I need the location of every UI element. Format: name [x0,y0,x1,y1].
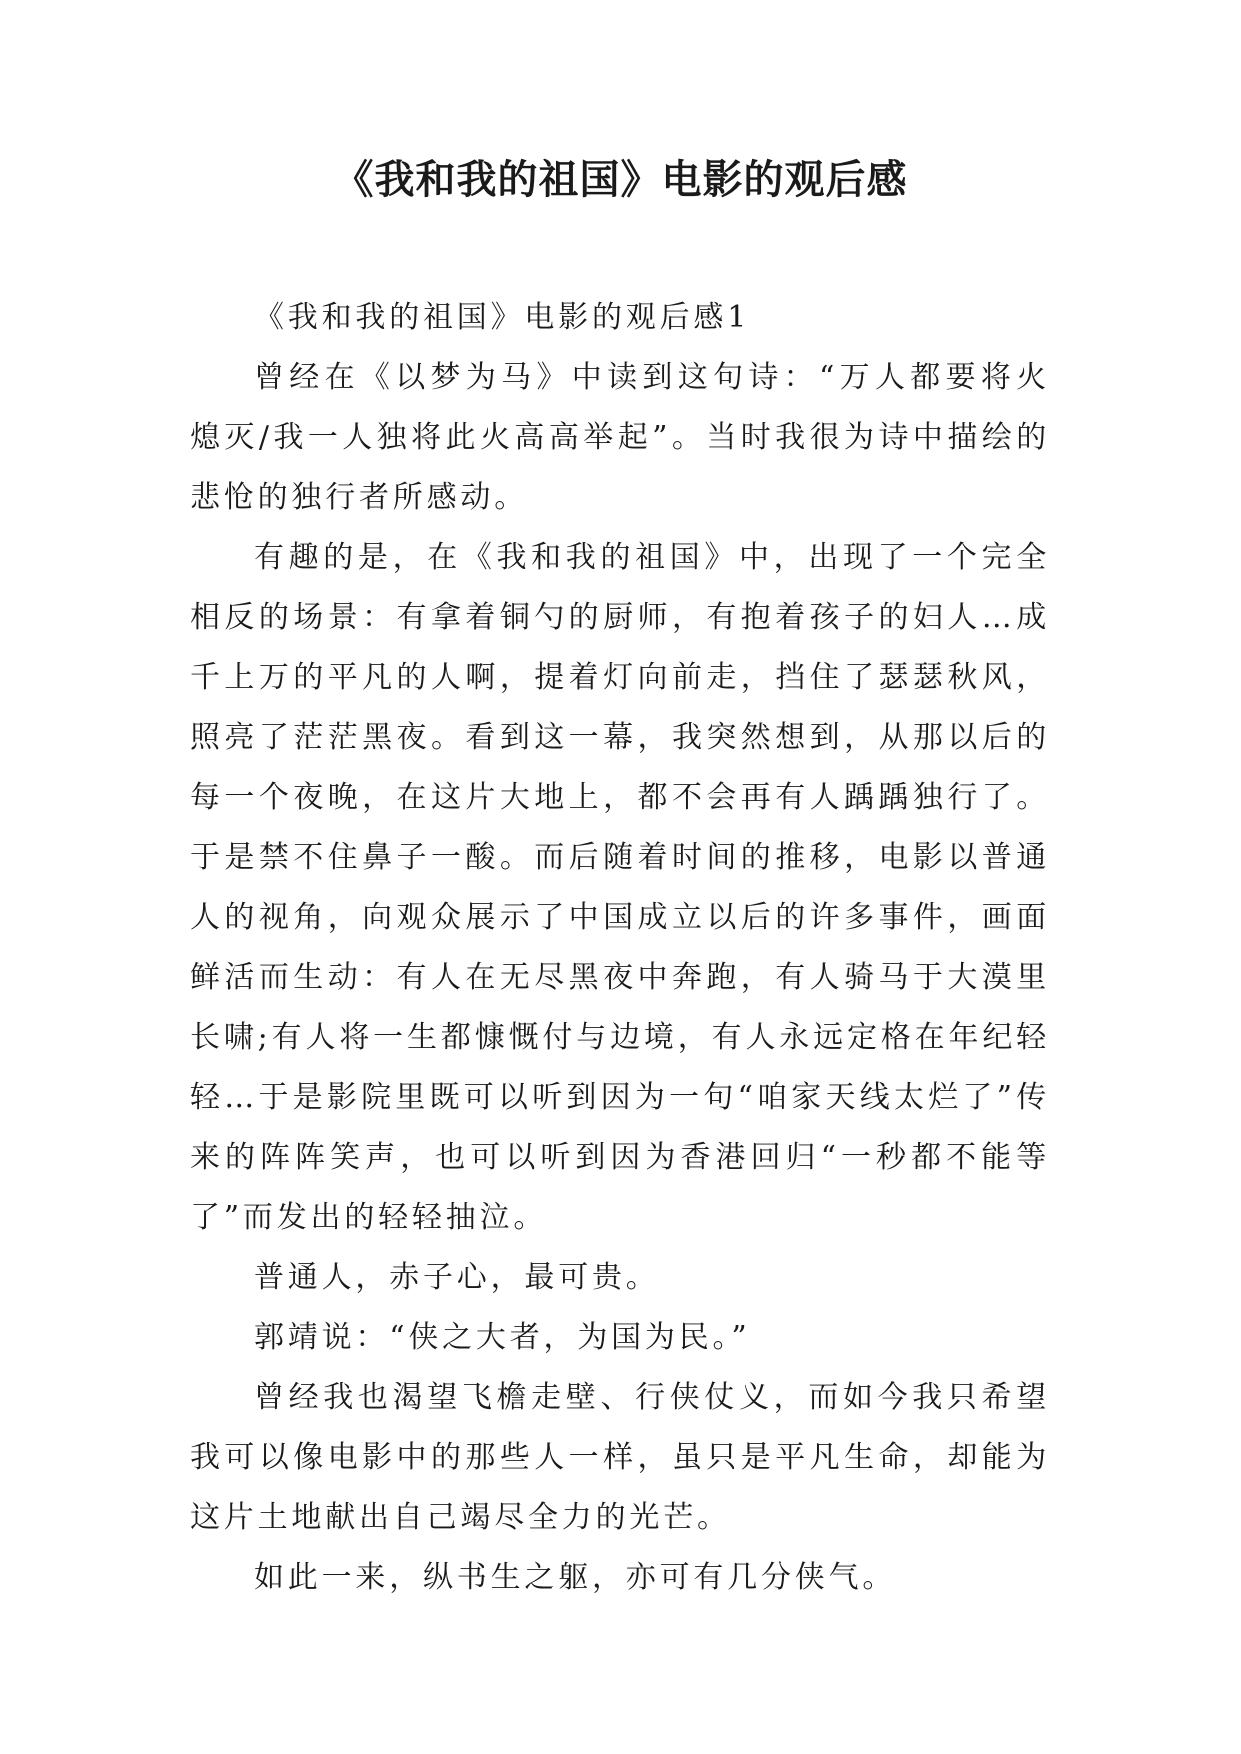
paragraph-subtitle: 《我和我的祖国》电影的观后感1 [254,300,751,335]
paragraph: 郭靖说：“侠之大者，为国为民。” [254,1320,751,1355]
paragraph: 普通人，赤子心，最可贵。 [254,1260,660,1295]
paragraph: 曾经我也渴望飞檐走壁、行侠仗义，而如今我只希望我可以像电影中的那些人一样，虽只是平凡生命，却能为这片土地献出自己竭尽全力的光芒。 [190,1380,1050,1535]
paragraph: 如此一来，纵书生之躯，亦可有几分侠气。 [254,1560,897,1595]
paragraph: 有趣的是，在《我和我的祖国》中，出现了一个完全相反的场景：有拿着铜勺的厨师，有抱着孩子的妇人…成千上万的平凡的人啊，提着灯向前走，挡住了瑟瑟秋风，照亮了茫茫黑夜。看到这一幕，我突然想到，从那以后的每一个夜晚，在这片大地上，都不会再有人踽踽独行了。于是禁不住鼻子一酸。而后随着时间的推移，电影以普通人的视角，向观众展示了中国成立以后的许多事件，画面鲜活而生动：有人在无尽黑夜中奔跑，有人骑马于大漠里长啸;有人将一生都慷慨付与边境，有人永远定格在年纪轻轻…于是影院里既可以听到因为一句“咱家天线太烂了”传来的阵阵笑声，也可以听到因为香港回归“一秒都不能等了”而发出的轻轻抽泣。 [190,540,1050,1235]
document-title: 《我和我的祖国》电影的观后感 [333,157,908,203]
paragraph: 曾经在《以梦为马》中读到这句诗：“万人都要将火熄灭/我一人独将此火高高举起”。当时我很为诗中描绘的悲怆的独行者所感动。 [190,360,1050,515]
document-body [190,288,1050,1608]
